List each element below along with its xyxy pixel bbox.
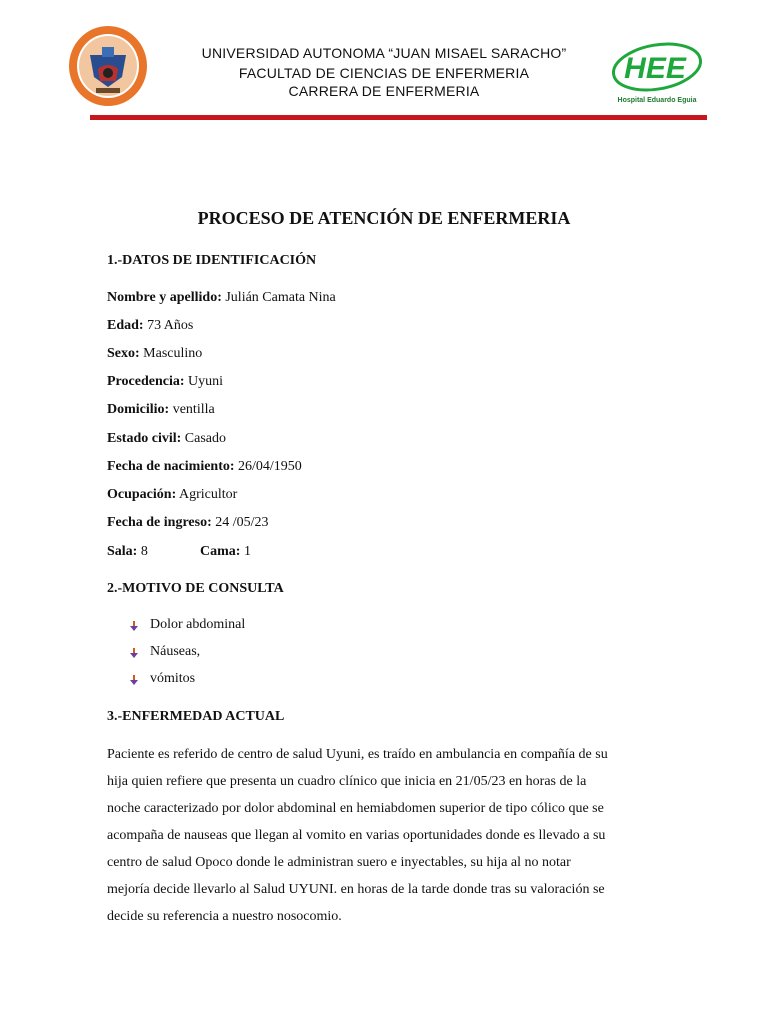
paragraph-line: Paciente es referido de centro de salud Uyuni, es traído en ambulancia en compañía de su (107, 747, 608, 762)
section-motivo-heading: 2.-MOTIVO DE CONSULTA (107, 581, 284, 596)
field-domicilio: Domicilio: ventilla (107, 402, 215, 417)
section-enfermedad-heading: 3.-ENFERMEDAD ACTUAL (107, 709, 285, 724)
field-estado-civil: Estado civil: Casado (107, 431, 226, 446)
header-divider (90, 115, 707, 120)
arrow-bullet-icon (128, 674, 140, 686)
list-item: vómitos (150, 671, 195, 687)
paragraph-line: hija quien refiere que presenta un cuadro clínico que inicia en 21/05/23 en horas de la (107, 774, 587, 789)
hospital-logo-caption: Hospital Eduardo Eguia (617, 97, 697, 104)
hospital-logo-letters: HEE (624, 52, 686, 85)
document-title: PROCESO DE ATENCIÓN DE ENFERMERIA (197, 208, 571, 228)
field-sexo: Sexo: Masculino (107, 346, 203, 361)
paragraph-line: acompaña de nauseas que llegan al vomito en varias oportunidades donde es llevado a su (107, 828, 606, 843)
paragraph-line: centro de salud Opoco donde le administran suero e inyectables, su hija al no notar (107, 855, 571, 870)
field-edad: Edad: 73 Años (107, 318, 194, 333)
field-fecha-nacimiento: Fecha de nacimiento: 26/04/1950 (107, 459, 302, 474)
list-item: Dolor abdominal (150, 617, 245, 633)
university-name: UNIVERSIDAD AUTONOMA “JUAN MISAEL SARACHO” (201, 45, 567, 61)
paragraph-line: mejoría decide llevarlo al Salud UYUNI. en horas de la tarde donde tras su valoración se (107, 882, 605, 897)
paragraph-line: noche caracterizado por dolor abdominal en hemiabdomen superior de tipo cólico que se (107, 801, 604, 816)
paragraph-line: decide su referencia a nuestro nosocomio. (107, 909, 342, 924)
section-identification-heading: 1.-DATOS DE IDENTIFICACIÓN (107, 253, 317, 268)
career-name: CARRERA DE ENFERMERIA (288, 83, 480, 99)
faculty-name: FACULTAD DE CIENCIAS DE ENFERMERIA (238, 65, 530, 81)
field-sala: Sala: 8 (107, 544, 148, 559)
hospital-logo (605, 40, 705, 110)
enfermedad-actual-paragraph (107, 741, 652, 930)
field-cama: Cama: 1 (200, 544, 251, 559)
field-fecha-ingreso: Fecha de ingreso: 24 /05/23 (107, 515, 269, 530)
list-item: Náuseas, (150, 644, 200, 660)
arrow-bullet-icon (128, 620, 140, 632)
field-ocupacion: Ocupación: Agricultor (107, 487, 238, 502)
arrow-bullet-icon (128, 647, 140, 659)
field-procedencia: Procedencia: Uyuni (107, 374, 223, 389)
field-nombre: Nombre y apellido: Julián Camata Nina (107, 290, 336, 305)
